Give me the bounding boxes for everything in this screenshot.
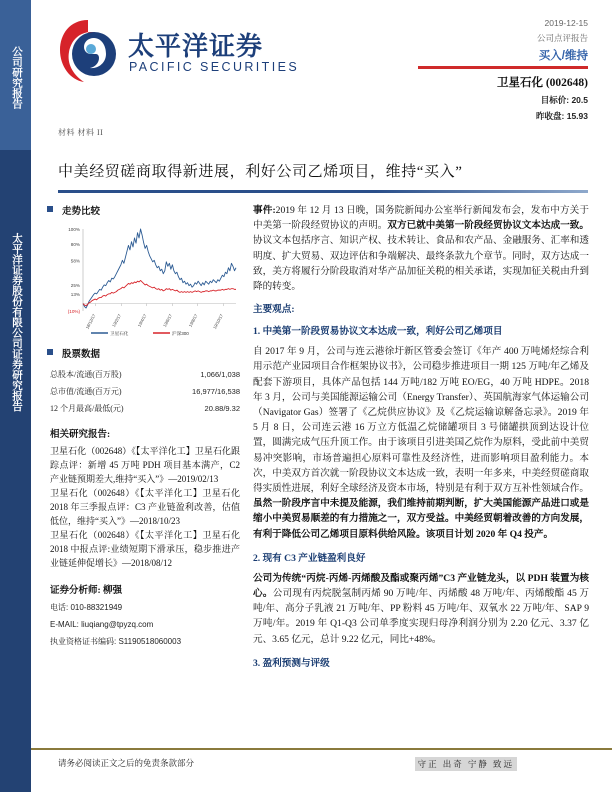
analyst-email[interactable]: E-MAIL: liuqiang@tpyzq.com <box>50 620 154 629</box>
footer-divider <box>31 748 612 750</box>
rating-underline <box>418 66 588 69</box>
svg-text:(10%): (10%) <box>67 309 80 314</box>
right-column <box>253 203 589 676</box>
point-2-paragraph <box>253 571 589 647</box>
point-2-text: 公司现有丙烷脱氢制丙烯 90 万吨/年、丙烯酸 48 万吨/年、丙烯酸酯 45 万吨/年、高分子乳液 21 万吨/年、PP 粉料 45 万吨/年、双氧水 22 万吨/年、SAP 9 万吨/年。2019 年 Q1-Q3 公司单季度实现归母净利润分别为 2.20 亿元、3.37 亿元、3.65 亿元，总计 9.22 亿元，同比+48%。 <box>253 588 589 645</box>
event-paragraph <box>253 203 589 294</box>
point-1-paragraph <box>253 344 589 542</box>
svg-text:19/8/17: 19/8/17 <box>187 313 199 328</box>
target-price-value: 20.5 <box>571 94 588 105</box>
event-lead-label: 事件: <box>253 205 276 216</box>
row-value: 1,066/1,038 <box>200 370 240 379</box>
logo-english-name: PACIFIC SECURITIES <box>129 60 300 74</box>
square-bullet-icon-2 <box>47 349 53 355</box>
chart-heading-label: 走势比较 <box>62 207 101 217</box>
square-bullet-icon <box>47 206 53 212</box>
point-1-heading: 1. 中美第一阶段贸易协议文本达成一致，利好公司乙烯项目 <box>253 326 503 338</box>
chart-svg <box>53 223 238 338</box>
svg-text:100%: 100% <box>68 227 80 232</box>
svg-text:80%: 80% <box>70 241 80 247</box>
related-reports-heading: 相关研究报告: <box>50 430 111 440</box>
price-comparison-chart <box>53 223 238 338</box>
point-2-bold: 公司为传统“丙烷-丙烯-丙烯酸及酯或聚丙烯”C3 产业链龙头，以 PDH 装置为核心。 <box>253 572 589 600</box>
svg-text:58%: 58% <box>70 258 80 264</box>
svg-text:19/2/17: 19/2/17 <box>111 313 123 328</box>
analyst-phone: 电话: 010-88321949 <box>50 603 123 612</box>
page-title: 中美经贸磋商取得新进展，利好公司乙烯项目，维持“买入” <box>58 164 463 180</box>
svg-text:19/4/17: 19/4/17 <box>136 313 148 328</box>
point-2-heading: 2. 现有 C3 产业链盈利良好 <box>253 552 366 564</box>
event-text-1: 2019 年 12 月 13 日晚，国务院新闻办公室举行新闻发布会，发布中方关于中美第一阶段经贸协议的声明。 <box>253 205 589 232</box>
stock-data-table <box>50 366 240 417</box>
point-1-text: 自 2017 年 9 月，公司与连云港徐圩新区管委会签订《年产 400 万吨烯烃综合利用示范产业园项目合作框架协议书》，公司稳步推进项目一期 125 万吨/年乙烯及配套下游项目，具体产品包括 144 万吨/182 万吨 EO/EG，40 万吨 HDPE。2018 年 3 月，公司与美国能源运输公司（Energy Transfer）、英国航海家气体运输公司（Navigator Gas）签署了《乙烷供应协议》及《乙烷运输谅解备忘录》。2019 年 5 月 8 日，公司连云港 16 万立方低温乙烷储罐项目 3 号储罐拱顶到达设计位置，圆满完成气压升顶工作。由于该项目引进美国乙烷作为原料，受此前中美贸易冲突影响，市场普遍担心原料可靠性及经济性，进而影响项目盈利能力。本次，中美双方首次就一阶段协议文本达成一致，表明一年多来，中美经贸磋商取得实质性进展，利好全球经济及资本市场，特别是有利于双方互补性领域合作。 <box>253 346 589 495</box>
svg-text:25%: 25% <box>70 282 80 288</box>
main-points-heading: 主要观点: <box>253 304 295 316</box>
svg-text:13%: 13% <box>70 291 80 297</box>
row-value: 20.88/9.32 <box>204 404 240 413</box>
row-label: 总股本/流通(百万股) <box>50 370 122 379</box>
header-meta <box>348 18 588 122</box>
logo-chinese-name: 太平洋证券 <box>128 31 264 61</box>
report-type: 公司点评报告 <box>536 33 588 43</box>
footer-disclaimer: 请务必阅读正文之后的免责条款部分 <box>58 758 195 768</box>
analyst-heading: 证券分析师: 柳强 <box>50 586 123 596</box>
stock-data-heading <box>45 346 243 360</box>
table-row <box>50 383 240 400</box>
target-price-row <box>348 94 588 106</box>
event-bold-1: 双方已就中美第一阶段经贸协议文本达成一致。 <box>387 220 590 232</box>
prev-close-value: 15.93 <box>566 110 588 121</box>
prev-close-row <box>348 110 588 122</box>
sidebar-top-label: 公司研究报告 <box>11 45 22 109</box>
target-price-label: 目标价: <box>540 94 570 105</box>
svg-text:19/6/17: 19/6/17 <box>162 313 174 328</box>
event-text-2: 协议文本包括序言、知识产权、技术转让、食品和农产品、金融服务、汇率和透明度、扩大贸易、双边评估和争端解决、最终条款九个章节。同时，双方达成一致，美方将履行分阶段取消对华产品加征关税的相关承诺，实现加征关税由升到降的转变。 <box>253 235 589 293</box>
left-column <box>45 203 243 654</box>
rating-badge: 买入/维持 <box>538 50 588 62</box>
svg-text:18/12/17: 18/12/17 <box>84 313 97 330</box>
prev-close-label: 昨收盘: <box>536 110 565 121</box>
stock-name-code: 卫星石化 (002648) <box>496 76 588 89</box>
analyst-license: 执业资格证书编码: S1190518060003 <box>50 637 182 646</box>
table-row <box>50 366 240 383</box>
related-report-item[interactable]: 卫星石化（002648）《【太平洋化工】卫星石化跟踪点评：新增 45 万吨 PDH 项目基本满产，C2 产业链预期差大,维持“买入”》—2019/02/13 <box>50 446 240 484</box>
table-row <box>50 400 240 417</box>
footer-slogan: 守正 出奇 宁静 致远 <box>415 757 517 771</box>
row-label: 总市值/流通(百万元) <box>50 387 122 396</box>
point-3-heading: 3. 盈利预测与评级 <box>253 657 330 669</box>
sidebar-bottom-label: 太平洋证券股份有限公司证券研究报告 <box>11 233 22 412</box>
related-report-item[interactable]: 卫星石化（002648）《【太平洋化工】卫星石化 2018 年三季报点评：C3 产业链盈利改善，估值低位，维持“买入”》—2018/10/23 <box>50 488 240 526</box>
stock-data-heading-label: 股票数据 <box>62 350 101 360</box>
pacific-securities-logo-icon <box>58 18 120 84</box>
title-divider <box>58 190 588 193</box>
chart-section-heading <box>45 203 243 217</box>
left-sidebar-band <box>0 0 31 792</box>
brand-logo <box>58 18 308 88</box>
row-label: 12 个月最高/最低(元) <box>50 404 124 413</box>
related-report-item[interactable]: 卫星石化（002648）《【太平洋化工】卫星石化 2018 中报点评:业绩短期下滑承压，稳步推进产业链延伸促增长》—2018/08/12 <box>50 530 240 568</box>
svg-text:19/10/17: 19/10/17 <box>212 313 225 330</box>
svg-text:卫星石化: 卫星石化 <box>110 330 129 336</box>
row-value: 16,977/16,538 <box>192 387 240 396</box>
svg-text:沪深300: 沪深300 <box>172 330 189 336</box>
point-1-bold: 虽然一阶段序言中未提及能源，我们维持前期判断，扩大美国能源产品进口或是缩小中美贸易顺差的有力措施之一，双方受益。中美经贸朝着改善的方向发展，有利于降低公司乙烯项目原料供给风险。该项目计划 2020 年 Q4 投产。 <box>253 498 589 540</box>
report-date: 2019-12-15 <box>544 18 588 28</box>
sector-label: 材料 材料 II <box>58 128 104 137</box>
